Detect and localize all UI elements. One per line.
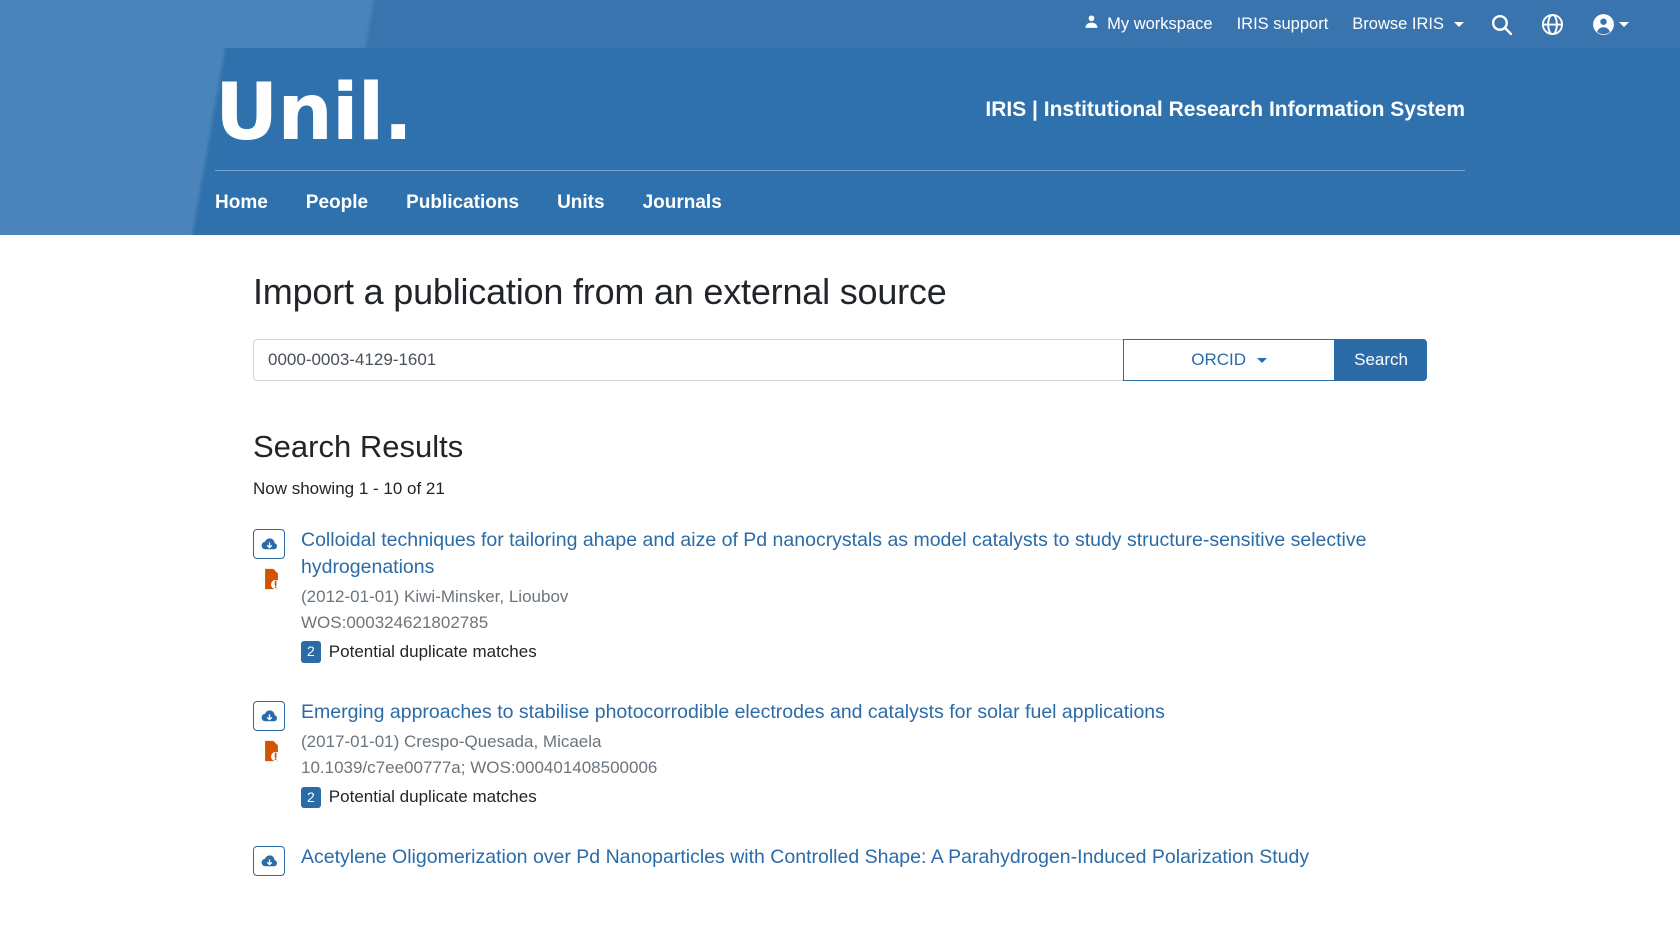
source-select-label: ORCID <box>1191 350 1247 369</box>
my-workspace-link[interactable] <box>1071 13 1224 35</box>
iris-support-link[interactable] <box>1225 15 1341 34</box>
result-body <box>301 699 1427 808</box>
page-title: Import a publication from an external source <box>253 271 947 312</box>
result-body <box>301 527 1427 663</box>
main-content <box>215 271 1465 882</box>
duplicate-matches-row[interactable] <box>301 787 1427 809</box>
result-item <box>253 699 1427 808</box>
result-body <box>301 844 1427 882</box>
result-title-link[interactable]: Acetylene Oligomerization over Pd Nanoparticles with Controlled Shape: A Parahydrogen-Induced Polarization Study <box>301 846 1310 869</box>
globe-icon[interactable] <box>1527 12 1578 37</box>
nav-item-units[interactable]: Units <box>557 192 605 213</box>
browse-iris-label: Browse IRIS <box>1352 14 1444 33</box>
chevron-down-icon <box>1619 22 1629 27</box>
search-input[interactable] <box>253 339 1123 381</box>
import-cloud-download-icon[interactable] <box>253 529 285 559</box>
import-cloud-download-icon[interactable] <box>253 846 285 876</box>
import-cloud-download-icon[interactable] <box>253 701 285 731</box>
result-item <box>253 527 1427 663</box>
account-circle-icon[interactable] <box>1578 12 1642 37</box>
system-title: IRIS | Institutional Research Information System <box>985 98 1465 121</box>
duplicate-count-badge: 2 <box>301 787 321 809</box>
top-utility-bar <box>0 0 1680 48</box>
result-actions <box>253 844 301 882</box>
top-utility-links <box>1071 12 1642 37</box>
nav-item-home[interactable]: Home <box>215 192 268 213</box>
main-navigation <box>215 171 1465 235</box>
search-icon[interactable] <box>1476 12 1527 37</box>
duplicate-matches-label: Potential duplicate matches <box>328 642 537 662</box>
brand-banner <box>0 48 1680 235</box>
chevron-down-icon <box>1454 22 1464 27</box>
result-identifiers: 10.1039/c7ee00777a; WOS:000401408500006 <box>301 757 658 777</box>
result-identifiers: WOS:000324621802785 <box>301 612 489 632</box>
duplicate-warning-icon[interactable] <box>255 737 287 765</box>
result-title-link[interactable]: Emerging approaches to stabilise photocorrodible electrodes and catalysts for solar fuel applications <box>301 701 1165 724</box>
nav-item-people[interactable]: People <box>305 192 369 213</box>
duplicate-warning-icon[interactable] <box>255 565 287 593</box>
person-icon <box>1083 13 1100 35</box>
result-item <box>253 844 1427 882</box>
result-authors: (2017-01-01) Crespo-Quesada, Micaela <box>301 731 602 751</box>
nav-item-publications[interactable]: Publications <box>406 192 520 213</box>
nav-item-journals[interactable]: Journals <box>642 192 722 213</box>
result-actions <box>253 699 301 808</box>
search-button[interactable]: Search <box>1335 339 1427 381</box>
results-count: Now showing 1 - 10 of 21 <box>253 479 445 498</box>
duplicate-matches-label: Potential duplicate matches <box>328 787 537 807</box>
duplicate-count-badge: 2 <box>301 641 321 663</box>
unil-logo[interactable]: Unil. <box>215 68 412 158</box>
duplicate-matches-row[interactable] <box>301 641 1427 663</box>
browse-iris-dropdown[interactable] <box>1340 15 1476 34</box>
my-workspace-label: My workspace <box>1107 14 1213 33</box>
import-search-bar <box>253 339 1427 381</box>
result-actions <box>253 527 301 663</box>
result-title-link[interactable]: Colloidal techniques for tailoring ahape and aize of Pd nanocrystals as model catalysts to study structure-sensitive selective hydrogenations <box>301 529 1367 578</box>
iris-support-label: IRIS support <box>1236 14 1329 33</box>
result-authors: (2012-01-01) Kiwi-Minsker, Lioubov <box>301 586 569 606</box>
results-heading: Search Results <box>253 429 464 464</box>
source-select-dropdown[interactable] <box>1123 339 1335 381</box>
chevron-down-icon <box>1257 358 1267 363</box>
